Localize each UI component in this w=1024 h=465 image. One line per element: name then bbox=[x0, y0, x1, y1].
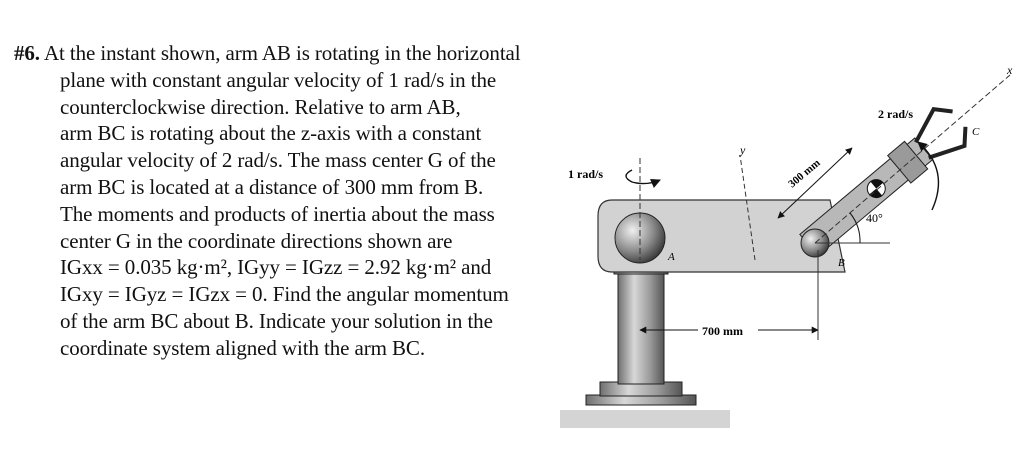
problem-line-3: counterclockwise direction. Relative to arm AB, bbox=[60, 94, 461, 119]
problem-line-6: arm BC is located at a distance of 300 mm from B. bbox=[60, 174, 484, 199]
dim-300-label: 300 mm bbox=[786, 156, 823, 191]
base-column bbox=[586, 260, 696, 405]
label-c: C bbox=[972, 126, 980, 138]
products-of-inertia-line: IGxy = IGyz = IGzx = 0. Find the angular momentum bbox=[60, 282, 509, 307]
problem-line-4: arm BC is rotating about the z-axis with a constant bbox=[60, 121, 482, 146]
problem-line-11: of the arm BC about B. Indicate your solution in the bbox=[60, 308, 493, 333]
problem-line-1 bbox=[14, 40, 594, 67]
problem-number: #6. bbox=[14, 41, 40, 65]
robot-arm-figure bbox=[560, 60, 1020, 460]
axis-x-label: x bbox=[1007, 63, 1013, 77]
problem-line-7: The moments and products of inertia about the mass bbox=[60, 201, 495, 226]
problem-statement bbox=[14, 40, 594, 362]
label-a: A bbox=[668, 251, 675, 263]
ground bbox=[560, 410, 730, 428]
problem-line-12: coordinate system aligned with the arm BC. bbox=[60, 335, 425, 360]
axis-y-label: y bbox=[740, 143, 746, 157]
omega-bc-label: 2 rad/s bbox=[878, 107, 914, 121]
omega-ab-label: 1 rad/s bbox=[568, 167, 604, 181]
omega-ab-arrow bbox=[626, 170, 660, 184]
problem-line-8: center G in the coordinate directions shown are bbox=[60, 228, 453, 253]
ball-joint-a bbox=[615, 213, 665, 263]
label-b: B bbox=[838, 257, 845, 269]
problem-line-2: plane with constant angular velocity of 1 rad/s in the bbox=[60, 67, 497, 92]
problem-line-5: angular velocity of 2 rad/s. The mass center G of the bbox=[60, 148, 496, 173]
inertia-line: IGxx = 0.035 kg·m², IGyy = IGzz = 2.92 kg·m² and bbox=[60, 255, 492, 280]
angle-label: 40° bbox=[866, 211, 883, 225]
problem-text-1: At the instant shown, arm AB is rotating in the horizontal bbox=[43, 41, 521, 65]
x-axis bbox=[815, 75, 1010, 243]
dim-700-label: 700 mm bbox=[702, 324, 743, 338]
